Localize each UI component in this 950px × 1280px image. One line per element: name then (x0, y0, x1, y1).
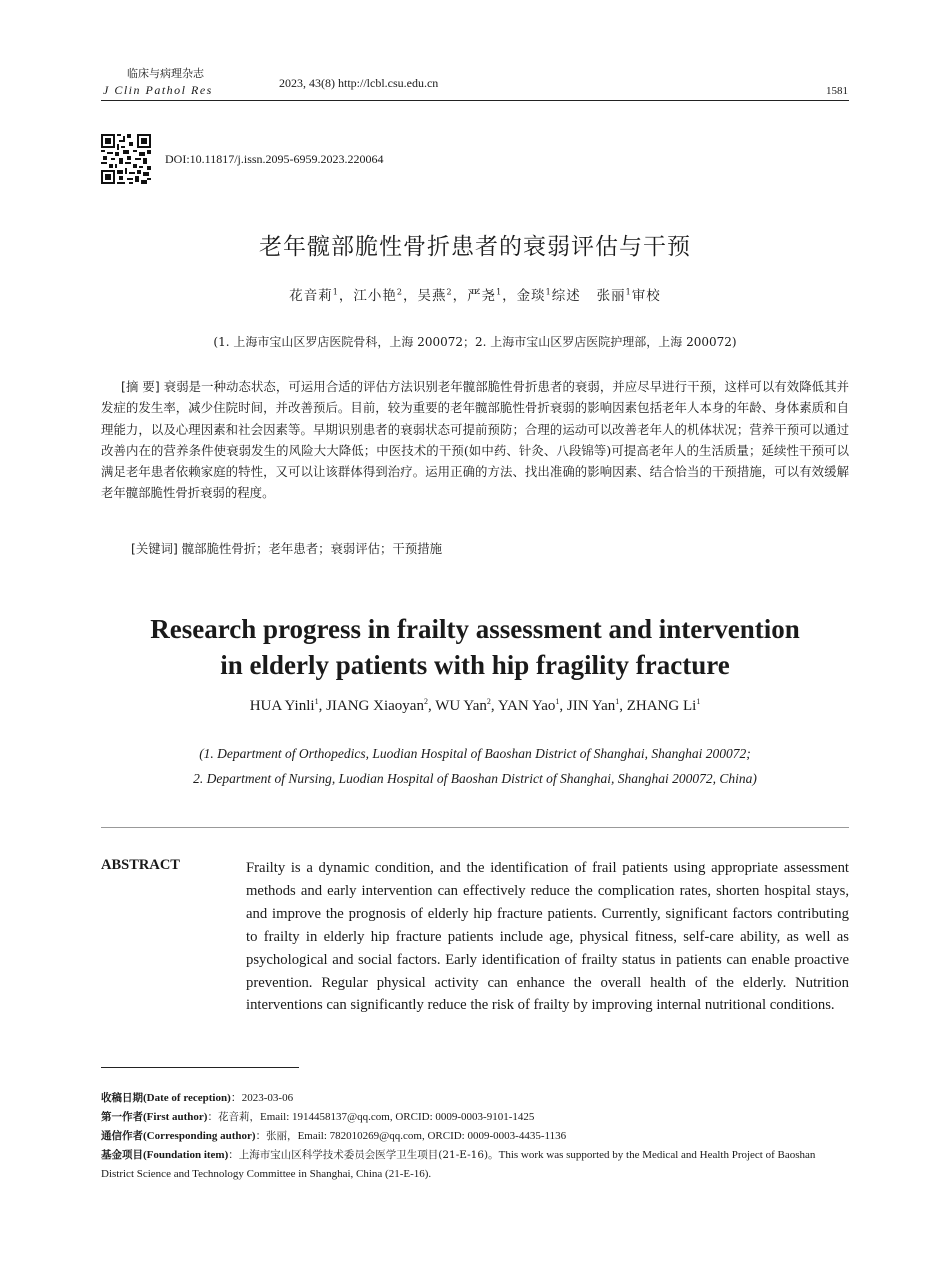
author-sup: 1 (555, 697, 560, 706)
footnote-value-en: This work was supported by the Medical and Health Project of Baoshan District Science and Technology Committee in Shanghai, China (21-E-16). (101, 1149, 816, 1180)
footnote-value: ：2023-03-06 (230, 1092, 294, 1104)
author-sup: 1 (332, 287, 339, 297)
author-name: 江小艳 (353, 288, 397, 304)
title-en-line2: in elderly patients with hip fragility fracture (220, 650, 730, 680)
review-check-label: 审校 (631, 288, 661, 304)
journal-name-cn: 临床与病理杂志 (127, 67, 204, 80)
footnote-value-cn: ：上海市宝山区科学技术委员会医学卫生项目(21-E-16)。 (228, 1149, 499, 1161)
author-sup: 2 (446, 287, 453, 297)
footnote-label-en: (Corresponding author) (143, 1130, 256, 1142)
review-label: 综述 (551, 288, 581, 304)
author-sup: 1 (496, 287, 503, 297)
authors-cn: 花音莉$^1$，江小艳$^2$，吴燕$^2$，严尧$^1$，金琰$^1$综述 张丽$^1$审校 (289, 287, 661, 304)
author-name: YAN Yao (497, 698, 556, 714)
title-en-line1: Research progress in frailty assessment and intervention (150, 614, 800, 644)
author-sup: 1 (545, 287, 552, 297)
footnote-value-en[interactable]: Email: 1914458137@qq.com, ORCID: 0009-0003-9101-1425 (259, 1111, 535, 1123)
header-divider (101, 100, 849, 101)
page-title-cn: 老年髋部脆性骨折患者的衰弱评估与干预 (259, 234, 691, 260)
author-sup: 1 (615, 697, 620, 706)
journal-name (103, 66, 228, 98)
footnote-label-cn: 基金项目 (101, 1149, 143, 1161)
footnote-divider (101, 1067, 299, 1068)
abstract-en-text: Frailty is a dynamic condition, and the identification of frail patients using appropriate assessment methods and early intervention can effectively reduce the complication rates, shorten hospital stays, and improve the prognosis of elderly hip fracture patients. Currently, significant factors contributing to frailty in elderly hip fracture patients include age, physical fitness, self-care ability, as well as psychological and social factors. Early identification of frailty status in patients can enable proactive prevention. Regular physical activity can enhance the overall health of the elderly. Nutrition interventions can significantly reduce the risk of frailty by improving internal nutritional conditions. (246, 860, 849, 1014)
author-name: HUA Yinli (249, 698, 315, 714)
page-title-en (0, 611, 950, 683)
qr-code-icon (101, 134, 151, 184)
journal-name-en: J Clin Pathol Res (103, 83, 213, 97)
footnote-received (101, 1089, 849, 1108)
affiliation-en-line2: 2. Department of Nursing, Luodian Hospital of Baoshan District of Shanghai, Shanghai 200072, China) (193, 771, 757, 786)
abstract-en-label: ABSTRACT (101, 857, 180, 873)
author-name: 花音莉 (289, 288, 333, 304)
author-name: 金琰 (516, 288, 546, 304)
footnote-value-cn: ：花音莉， (207, 1111, 260, 1123)
author-sup: 2 (486, 697, 491, 706)
footnote-label-cn: 收稿日期 (101, 1092, 143, 1104)
reviewer-name: 张丽 (596, 288, 626, 304)
abstract-cn-text: 衰弱是一种动态状态，可运用合适的评估方法识别老年髋部脆性骨折患者的衰弱，并应尽早进行干预，这样可以有效降低其并发症的发生率，减少住院时间，并改善预后。目前，较为重要的老年髋部脆性骨折衰弱的影响因素包括老年人本身的年龄、身体素质和自理能力，以及心理因素和社会因素等。早期识别患者的衰弱状态可提前预防；合理的运动可以改善老年人的机体状况；营养干预可以通过改善内在的营养条件使衰弱发生的风险大大降低；中医技术的干预(如中药、针灸、八段锦等)可提高老年人的生活质量；延续性干预可以满足老年患者依赖家庭的特性，又可以让该群体得到治疗。运用正确的方法、找出准确的影响因素、结合恰当的干预措施，可以有效缓解老年髋部脆性骨折衰弱的程度。 (101, 379, 849, 501)
abstract-cn (101, 376, 849, 504)
affiliation-en-line1: (1. Department of Orthopedics, Luodian Hospital of Baoshan District of Shanghai, Shanghai 200072; (199, 746, 751, 761)
affiliation-cn: (1. 上海市宝山区罗店医院骨科，上海 200072；2. 上海市宝山区罗店医院护理部，上海 200072) (213, 335, 737, 349)
keywords-cn-label: [关键词] (131, 541, 178, 556)
footnote-first-author (101, 1108, 849, 1127)
footnote-label-en: (Foundation item) (143, 1149, 229, 1161)
author-sup: 1 (696, 697, 701, 706)
doi[interactable]: DOI:10.11817/j.issn.2095-6959.2023.220064 (165, 152, 384, 166)
author-name: WU Yan (435, 698, 487, 714)
keywords-cn (131, 539, 442, 557)
keywords-cn-text: 髋部脆性骨折；老年患者；衰弱评估；干预措施 (181, 541, 442, 556)
author-sup: 1 (625, 287, 632, 297)
author-name: JIANG Xiaoyan (326, 698, 424, 714)
affiliation-en (0, 741, 950, 791)
author-sup: 1 (314, 697, 319, 706)
authors-en: HUA Yinli$^1$, JIANG Xiaoyan$^2$, WU Yan$^2$, YAN Yao$^1$, JIN Yan$^1$, ZHANG Li$^1$ (249, 697, 701, 714)
footnote-value-cn: ：张丽， (255, 1130, 298, 1142)
abstract-cn-label: [摘 要] (121, 379, 160, 394)
footnote-foundation (101, 1146, 849, 1184)
footnote-label-en: (First author) (143, 1111, 208, 1123)
issue-info: 2023, 43(8) http://lcbl.csu.edu.cn (279, 76, 439, 90)
footnote-label-cn: 通信作者 (101, 1130, 143, 1142)
footnote-label-en: (Date of reception) (143, 1092, 231, 1104)
author-sup: 2 (423, 697, 428, 706)
page-number: 1581 (826, 85, 848, 97)
author-name: 吴燕 (417, 288, 447, 304)
section-divider (101, 827, 849, 828)
author-name: ZHANG Li (626, 698, 697, 714)
author-sup: 2 (396, 287, 403, 297)
footnote-corresponding-author (101, 1127, 849, 1146)
footnotes (101, 1089, 849, 1184)
footnote-value-en[interactable]: Email: 782010269@qq.com, ORCID: 0009-0003-4435-1136 (297, 1130, 567, 1142)
author-name: JIN Yan (566, 698, 616, 714)
author-name: 严尧 (467, 288, 497, 304)
footnote-label-cn: 第一作者 (101, 1111, 143, 1123)
